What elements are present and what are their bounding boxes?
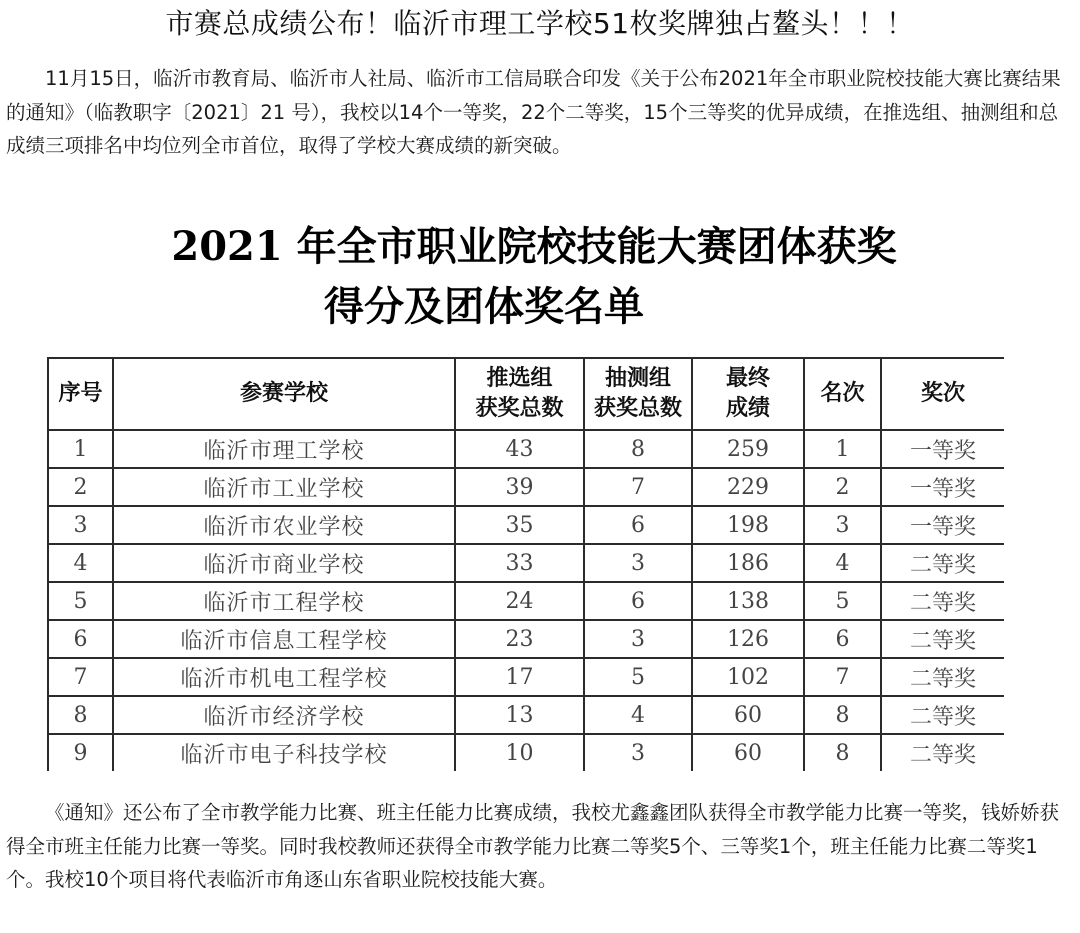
table-row [48, 734, 1004, 771]
table-row [48, 544, 1004, 582]
row-selected-count: 33 [455, 544, 584, 582]
table-row [48, 430, 1004, 468]
row-selected-count: 35 [455, 506, 584, 544]
table-row [48, 506, 1004, 544]
row-selected-count: 39 [455, 468, 584, 506]
row-school: 临沂市商业学校 [113, 544, 455, 582]
row-sampled-count: 7 [584, 468, 692, 506]
row-rank: 8 [804, 734, 881, 771]
row-sampled-count: 8 [584, 430, 692, 468]
row-award: 二等奖 [881, 658, 1004, 696]
row-selected-count: 23 [455, 620, 584, 658]
row-selected-count: 24 [455, 582, 584, 620]
row-rank: 2 [804, 468, 881, 506]
row-school: 临沂市理工学校 [113, 430, 455, 468]
row-no: 7 [48, 658, 113, 696]
row-final-score: 198 [692, 506, 804, 544]
row-award: 二等奖 [881, 734, 1004, 771]
table-row [48, 620, 1004, 658]
row-school: 临沂市工程学校 [113, 582, 455, 620]
row-final-score: 186 [692, 544, 804, 582]
row-rank: 8 [804, 696, 881, 734]
row-final-score: 138 [692, 582, 804, 620]
row-sampled-count: 3 [584, 734, 692, 771]
row-school: 临沂市经济学校 [113, 696, 455, 734]
row-selected-count: 10 [455, 734, 584, 771]
row-school: 临沂市工业学校 [113, 468, 455, 506]
row-no: 8 [48, 696, 113, 734]
row-school: 临沂市农业学校 [113, 506, 455, 544]
row-no: 2 [48, 468, 113, 506]
table-row [48, 696, 1004, 734]
row-award: 一等奖 [881, 430, 1004, 468]
row-final-score: 60 [692, 696, 804, 734]
header-sampled-group: 抽测组 获奖总数 [584, 358, 692, 430]
row-school: 临沂市机电工程学校 [113, 658, 455, 696]
row-rank: 7 [804, 658, 881, 696]
row-school: 临沂市信息工程学校 [113, 620, 455, 658]
document-title-line-2: 得分及团体奖名单 [324, 283, 644, 330]
table-row [48, 582, 1004, 620]
row-final-score: 229 [692, 468, 804, 506]
row-no: 1 [48, 430, 113, 468]
table-header-row [48, 358, 1004, 430]
row-sampled-count: 3 [584, 620, 692, 658]
header-school: 参赛学校 [113, 358, 455, 430]
row-final-score: 102 [692, 658, 804, 696]
row-selected-count: 13 [455, 696, 584, 734]
table-row [48, 468, 1004, 506]
row-sampled-count: 6 [584, 582, 692, 620]
row-award: 一等奖 [881, 506, 1004, 544]
row-rank: 6 [804, 620, 881, 658]
header-final-score: 最终 成绩 [692, 358, 804, 430]
row-selected-count: 17 [455, 658, 584, 696]
header-rank: 名次 [804, 358, 881, 430]
intro-paragraph: 11月15日，临沂市教育局、临沂市人社局、临沂市工信局联合印发《关于公布2021年全市职业院校技能大赛比赛结果的通知》（临教职字〔2021〕21 号），我校以14个一等奖，22个二等奖，15个三等奖的优异成绩，在推选组、抽测组和总成绩三项排名中均位列全市首位，取得了学校大赛成绩的新突破。 [6, 67, 1061, 157]
awards-table-image [47, 357, 1004, 773]
row-award: 二等奖 [881, 582, 1004, 620]
row-no: 6 [48, 620, 113, 658]
header-no: 序号 [48, 358, 113, 430]
row-sampled-count: 4 [584, 696, 692, 734]
row-award: 二等奖 [881, 544, 1004, 582]
header-award: 奖次 [881, 358, 1004, 430]
row-award: 一等奖 [881, 468, 1004, 506]
row-school: 临沂市电子科技学校 [113, 734, 455, 771]
row-award: 二等奖 [881, 620, 1004, 658]
document-title-line-1: 2021 年全市职业院校技能大赛团体获奖 [171, 223, 897, 270]
row-sampled-count: 3 [584, 544, 692, 582]
awards-table [47, 357, 1004, 771]
row-sampled-count: 6 [584, 506, 692, 544]
row-no: 9 [48, 734, 113, 771]
row-final-score: 259 [692, 430, 804, 468]
row-rank: 4 [804, 544, 881, 582]
row-final-score: 126 [692, 620, 804, 658]
row-no: 3 [48, 506, 113, 544]
row-rank: 3 [804, 506, 881, 544]
table-row [48, 658, 1004, 696]
row-rank: 1 [804, 430, 881, 468]
header-selected-group: 推选组 获奖总数 [455, 358, 584, 430]
row-sampled-count: 5 [584, 658, 692, 696]
row-no: 5 [48, 582, 113, 620]
row-award: 二等奖 [881, 696, 1004, 734]
row-no: 4 [48, 544, 113, 582]
row-rank: 5 [804, 582, 881, 620]
row-selected-count: 43 [455, 430, 584, 468]
closing-paragraph: 《通知》还公布了全市教学能力比赛、班主任能力比赛成绩，我校尤鑫鑫团队获得全市教学能力比赛一等奖，钱娇娇获得全市班主任能力比赛一等奖。同时我校教师还获得全市教学能力比赛二等奖5个、三等奖1个，班主任能力比赛二等奖1个。我校10个项目将代表临沂市角逐山东省职业院校技能大赛。 [6, 801, 1060, 891]
article-headline: 市赛总成绩公布！临沂市理工学校51枚奖牌独占鳌头！！！ [165, 7, 915, 40]
row-final-score: 60 [692, 734, 804, 771]
